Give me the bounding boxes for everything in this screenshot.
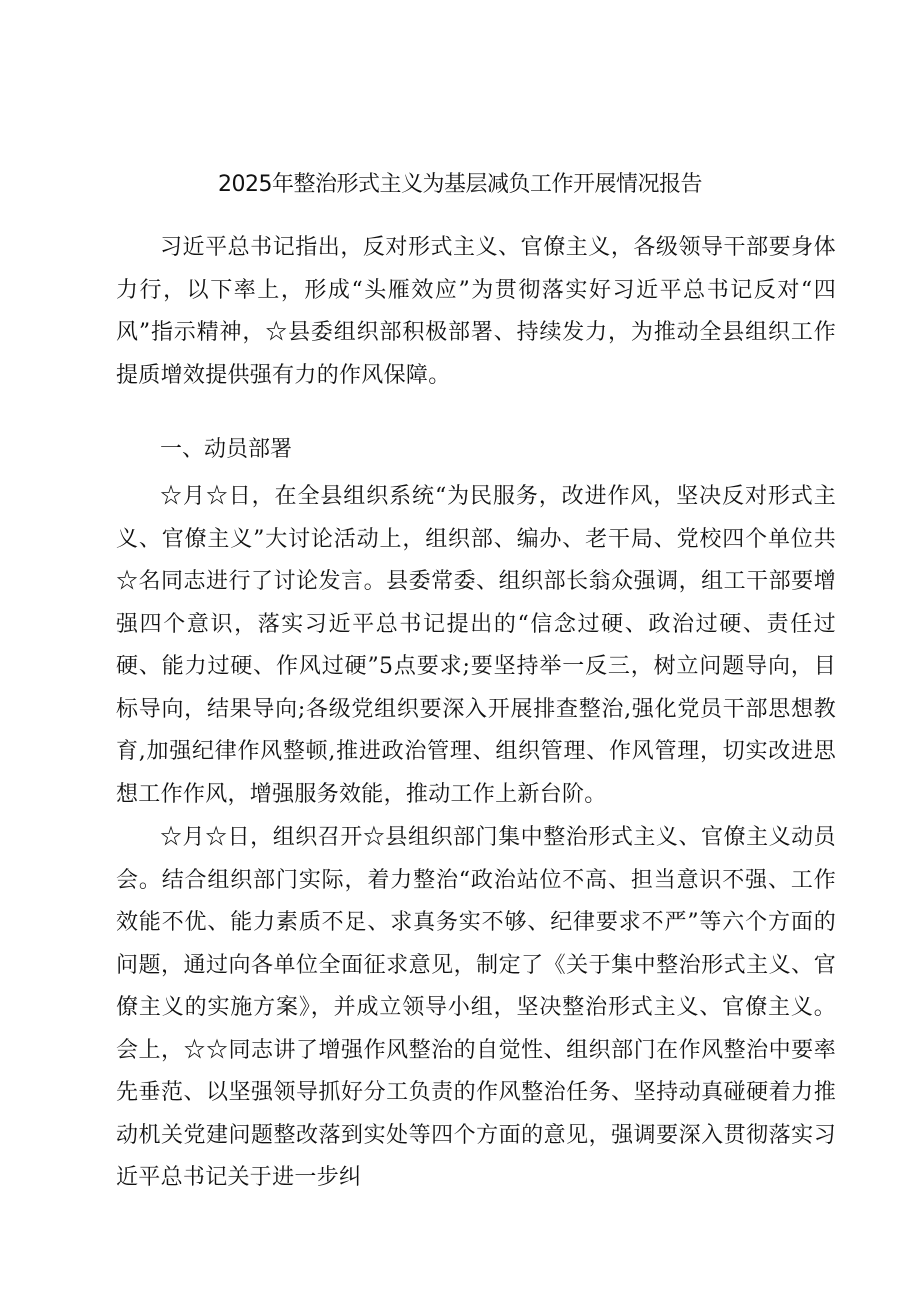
section-heading: 一、动员部署 xyxy=(160,437,293,462)
intro-paragraph: 习近平总书记指出，反对形式主义、官僚主义，各级领导干部要身体力行，以下率上，形成“头雁效应”为贯彻落实好习近平总书记反对“四风”指示精神，☆县委组织部积极部署、持续发力，为推动全县组织工作提质增效提供强有力的作风保障。 xyxy=(116,235,836,388)
body-paragraph: ☆月☆日，在全县组织系统“为民服务，改进作风，坚决反对形式主义、官僚主义”大讨论活动上，组织部、编办、老干局、党校四个单位共☆名同志进行了讨论发言。县委常委、组织部长翁众强调，组工干部要增强四个意识，落实习近平总书记提出的“信念过硬、政治过硬、责任过硬、能力过硬、作风过硬”5点要求;要坚持举一反三，树立问题导向，目标导向，结果导向;各级党组织要深入开展排查整治,强化党员干部思想教育,加强纪律作风整顿,推进政治管理、组织管理、作风管理，切实改进思想工作作风，增强服务效能，推动工作上新台阶。 xyxy=(116,484,836,807)
body-paragraph: ☆月☆日，组织召开☆县组织部门集中整治形式主义、官僚主义动员会。结合组织部门实际，着力整治“政治站位不高、担当意识不强、工作效能不优、能力素质不足、求真务实不够、纪律要求不严”等六个方面的问题，通过向各单位全面征求意见，制定了《关于集中整治形式主义、官僚主义的实施方案》，并成立领导小组，坚决整治形式主义、官僚主义。会上，☆☆同志讲了增强作风整治的自觉性、组织部门在作风整治中要率先垂范、以坚强领导抓好分工负责的作风整治任务、坚持动真碰硬着力推动机关党建问题整改落到实处等四个方面的意见，强调要深入贯彻落实习近平总书记关于进一步纠 xyxy=(116,825,836,1190)
document-title: 2025年整治形式主义为基层减负工作开展情况报告 xyxy=(218,172,702,197)
